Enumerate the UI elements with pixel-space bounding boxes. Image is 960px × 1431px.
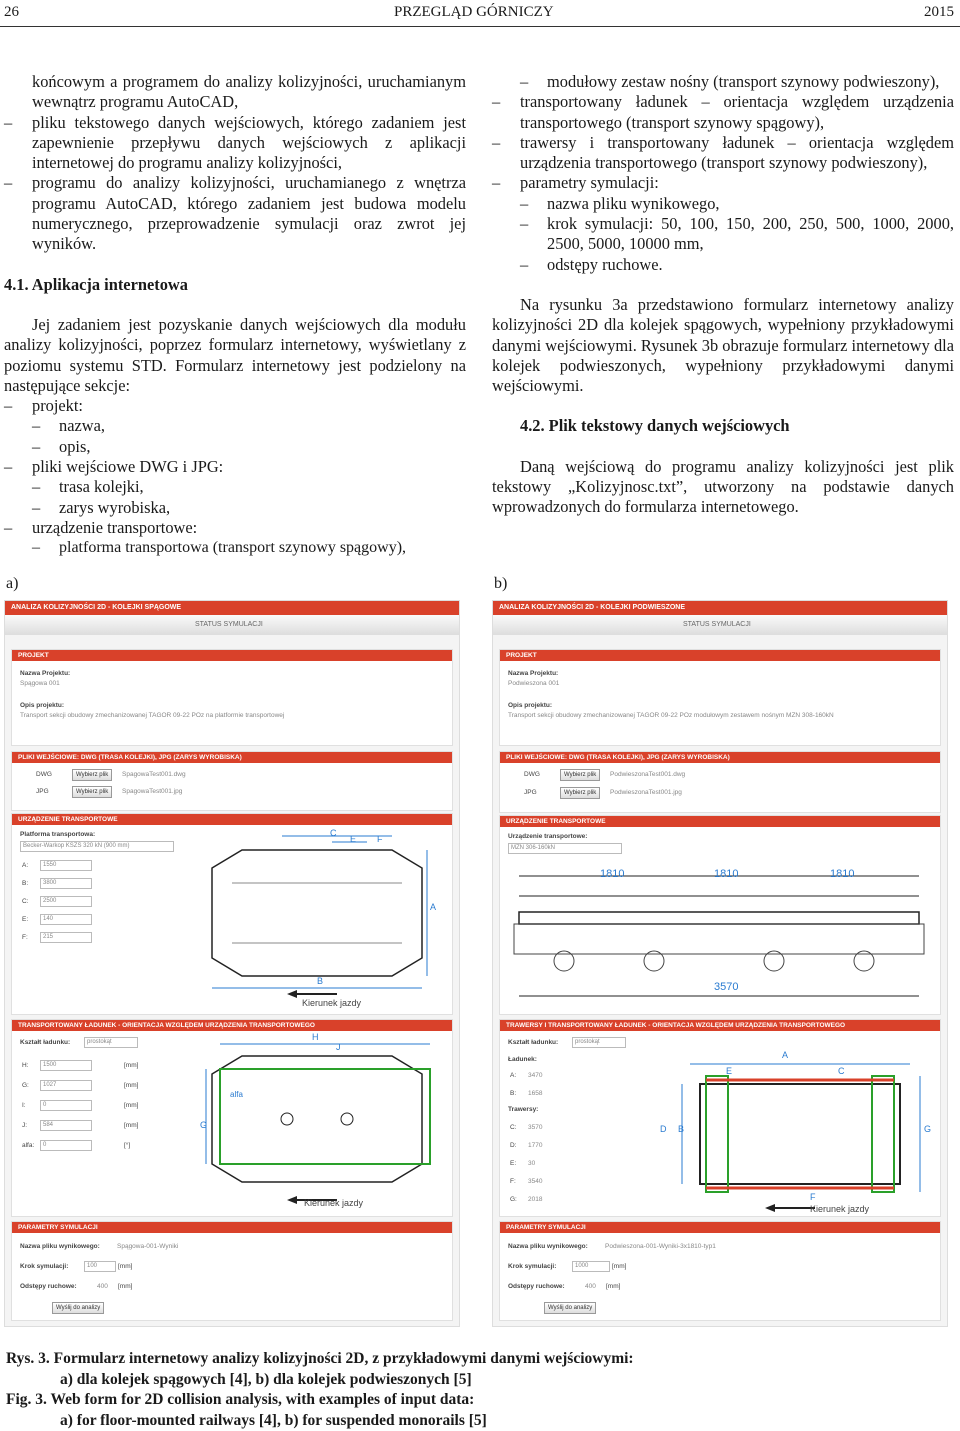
param-label: alfa:	[22, 1142, 34, 1149]
result-file-value[interactable]: Spągowa-001-Wyniki	[117, 1243, 178, 1250]
caption-pl-line2: a) dla kolejek spągowych [4], b) dla kolejek podwieszonych [5]	[6, 1370, 634, 1391]
field-label: Nazwa pliku wynikowego:	[20, 1243, 100, 1250]
page-number: 26	[4, 4, 19, 21]
device-section	[499, 815, 941, 1015]
param-input[interactable]: 584	[40, 1120, 92, 1131]
unit-label: [mm]	[124, 1062, 138, 1069]
list-item: końcowym a programem do analizy kolizyjności, uruchamianym wewnątrz programu AutoCAD,	[4, 72, 466, 113]
load-drawing	[192, 1034, 447, 1214]
param-input[interactable]: 0	[40, 1100, 92, 1111]
param-label: I:	[22, 1102, 26, 1109]
clearance-value[interactable]: 400	[97, 1283, 108, 1290]
param-input[interactable]: 0	[40, 1140, 92, 1151]
files-section	[499, 751, 941, 813]
section-header: URZĄDZENIE TRANSPORTOWE	[500, 816, 940, 827]
figure-caption	[6, 1349, 634, 1431]
load-section	[499, 1019, 941, 1217]
caption-en-line2: a) for floor-mounted railways [4], b) for suspended monorails [5]	[6, 1411, 634, 1431]
direction-label: Kierunek jazdy	[810, 1204, 869, 1214]
list-item: – pliki wejściowe DWG i JPG:	[4, 457, 466, 477]
list-item: – platforma transportowa (transport szynowy spągowy),	[4, 538, 466, 558]
field-label: Kształt ładunku:	[508, 1039, 558, 1046]
choose-file-button[interactable]: Wybierz plik	[560, 769, 600, 781]
files-section	[11, 751, 453, 811]
param-input[interactable]: 3800	[40, 878, 92, 889]
param-value[interactable]: 30	[528, 1160, 535, 1167]
section-header: PARAMETRY SYMULACJI	[12, 1222, 452, 1233]
unit-label: [mm]	[124, 1102, 138, 1109]
status-label: STATUS SYMULACJI	[195, 621, 263, 628]
unit-label: [mm]	[118, 1263, 132, 1270]
param-label: A:	[510, 1072, 516, 1079]
unit-label: [mm]	[118, 1283, 132, 1290]
list-item: – trawersy i transportowany ładunek – orientacja względem urządzenia transportowego (transport szynowy podwieszony),	[492, 133, 954, 174]
load-section	[11, 1019, 453, 1217]
dim-label: C	[330, 828, 337, 838]
list-item: – projekt:	[4, 396, 466, 416]
project-name-value[interactable]: Podwieszona 001	[508, 680, 559, 687]
dim-label: H	[312, 1032, 319, 1042]
dim-label: 1810	[830, 868, 854, 880]
dim-label: E	[726, 1066, 732, 1076]
form-b-screenshot	[492, 600, 948, 1327]
choose-file-button[interactable]: Wybierz plik	[560, 787, 600, 799]
form-a-screenshot	[4, 600, 460, 1327]
jpg-filename: SpagowaTest001.jpg	[122, 788, 182, 795]
list-item: – trasa kolejki,	[4, 477, 466, 497]
param-value[interactable]: 3570	[528, 1124, 542, 1131]
caption-en-line1: Fig. 3. Web form for 2D collision analysis, with examples of input data:	[6, 1390, 634, 1411]
dim-label: 1810	[600, 868, 624, 880]
section-heading: 4.1. Aplikacja internetowa	[4, 275, 466, 295]
dwg-filename: PodwieszonaTest001.dwg	[610, 771, 685, 778]
paragraph: Daną wejściową do programu analizy kolizyjności jest plik tekstowy „Kolizyjnosc.txt”, utworzony na podstawie danych wprowadzonych do formularza internetowego.	[492, 457, 954, 518]
project-description-value[interactable]: Transport sekcji obudowy zmechanizowanej TAGOR 09-22 POz na platformie transportowej	[20, 712, 284, 719]
section-header: URZĄDZENIE TRANSPORTOWE	[12, 814, 452, 825]
unit-label: [mm]	[124, 1082, 138, 1089]
device-section	[11, 813, 453, 1015]
section-header: PLIKI WEJŚCIOWE: DWG (TRASA KOLEJKI), JPG (ZARYS WYROBISKA)	[500, 752, 940, 763]
param-label: H:	[22, 1062, 29, 1069]
dim-label: G	[924, 1124, 931, 1134]
dim-label: alfa	[230, 1090, 243, 1099]
step-select[interactable]: 100	[84, 1261, 116, 1272]
project-section	[11, 649, 453, 746]
field-label: Opis projektu:	[20, 702, 64, 709]
platform-select[interactable]: Becker-Warkop KSZS 320 kN (900 mm)	[20, 841, 174, 852]
param-label: A:	[22, 862, 28, 869]
send-button[interactable]: Wyślij do analizy	[52, 1302, 104, 1314]
list-item: – krok symulacji: 50, 100, 150, 200, 250, 500, 1000, 2000, 2500, 5000, 10000 mm,	[492, 214, 954, 255]
shape-select[interactable]: prostokąt	[572, 1037, 626, 1048]
direction-label: Kierunek jazdy	[302, 998, 361, 1008]
param-value[interactable]: 2018	[528, 1196, 542, 1203]
group-label: Trawersy:	[508, 1106, 538, 1113]
param-label: B:	[510, 1090, 516, 1097]
param-label: J:	[22, 1122, 27, 1129]
dwg-label: DWG	[36, 771, 52, 778]
project-name-value[interactable]: Spągowa 001	[20, 680, 60, 687]
journal-title: PRZEGLĄD GÓRNICZY	[394, 4, 554, 21]
field-label: Platforma transportowa:	[20, 831, 95, 838]
param-input[interactable]: 140	[40, 914, 92, 925]
param-value[interactable]: 3540	[528, 1178, 542, 1185]
label-a: a)	[6, 575, 18, 593]
right-column	[492, 72, 954, 518]
dim-label: 3570	[714, 981, 738, 993]
param-label: F:	[510, 1178, 516, 1185]
dim-label: E	[350, 834, 356, 844]
dim-label: G	[200, 1120, 207, 1130]
dwg-label: DWG	[524, 771, 540, 778]
field-label: Nazwa Projektu:	[508, 670, 558, 677]
param-label: B:	[22, 880, 28, 887]
choose-file-button[interactable]: Wybierz plik	[72, 786, 112, 798]
section-header: PARAMETRY SYMULACJI	[500, 1222, 940, 1233]
dim-label: A	[430, 902, 436, 912]
simulation-section	[11, 1221, 453, 1321]
jpg-label: JPG	[36, 788, 49, 795]
param-label: F:	[22, 934, 28, 941]
dwg-filename: SpagowaTest001.dwg	[122, 771, 186, 778]
field-label: Krok symulacji:	[508, 1263, 556, 1270]
year: 2015	[924, 4, 954, 21]
dim-label: A	[782, 1050, 788, 1060]
list-item: – opis,	[4, 437, 466, 457]
step-select[interactable]: 1000	[572, 1261, 610, 1272]
param-label: C:	[510, 1124, 517, 1131]
param-input[interactable]: 1500	[40, 1060, 92, 1071]
list-item: – zarys wyrobiska,	[4, 498, 466, 518]
form-title: ANALIZA KOLIZYJNOŚCI 2D - KOLEJKI PODWIESZONE	[493, 601, 947, 615]
label-b: b)	[494, 575, 507, 593]
param-input[interactable]: 1027	[40, 1080, 92, 1091]
param-label: G:	[510, 1196, 517, 1203]
form-title: ANALIZA KOLIZYJNOŚCI 2D - KOLEJKI SPĄGOWE	[5, 601, 459, 615]
list-item: – odstępy ruchowe.	[492, 255, 954, 275]
param-label: C:	[22, 898, 29, 905]
jpg-label: JPG	[524, 789, 537, 796]
param-value[interactable]: 1658	[528, 1090, 542, 1097]
unit-label: [°]	[124, 1142, 130, 1149]
field-label: Nazwa Projektu:	[20, 670, 70, 677]
jpg-filename: PodwieszonaTest001.jpg	[610, 789, 682, 796]
clearance-value[interactable]: 400	[585, 1283, 596, 1290]
unit-label: [mm]	[612, 1263, 626, 1270]
send-button[interactable]: Wyślij do analizy	[544, 1302, 596, 1314]
list-item: – programu do analizy kolizyjności, uruchamianego z wnętrza programu AutoCAD, którego zadaniem jest budowa modelu numerycznego, przeprowadzenie symulacji oraz zwrot jej wyników.	[4, 173, 466, 254]
project-section	[499, 649, 941, 746]
device-select[interactable]: MZN 306-160kN	[508, 843, 622, 854]
dim-label: 1810	[714, 868, 738, 880]
param-label: G:	[22, 1082, 29, 1089]
dim-label: B	[678, 1124, 684, 1134]
dim-label: J	[336, 1042, 341, 1052]
left-column	[4, 72, 466, 559]
running-header	[0, 0, 960, 27]
direction-label: Kierunek jazdy	[304, 1198, 363, 1208]
param-label: D:	[510, 1142, 517, 1149]
field-label: Odstępy ruchowe:	[508, 1283, 565, 1290]
list-item: – transportowany ładunek – orientacja względem urządzenia transportowego (transport szynowy spągowy),	[492, 92, 954, 133]
field-label: Kształt ładunku:	[20, 1039, 70, 1046]
status-label: STATUS SYMULACJI	[683, 621, 751, 628]
list-item: – parametry symulacji:	[492, 173, 954, 193]
section-header: TRANSPORTOWANY ŁADUNEK - ORIENTACJA WZGLĘDEM URZĄDZENIA TRANSPORTOWEGO	[12, 1020, 452, 1031]
section-heading: 4.2. Plik tekstowy danych wejściowych	[492, 416, 954, 436]
section-header: PROJEKT	[12, 650, 452, 661]
traverse-drawing	[670, 1034, 932, 1214]
dim-label: C	[838, 1066, 845, 1076]
simulation-section	[499, 1221, 941, 1321]
project-description-value[interactable]: Transport sekcji obudowy zmechanizowanej TAGOR 09-22 POz modułowym zestawem nośnym MZN 308-160kN	[508, 712, 834, 719]
shape-select[interactable]: prostokąt	[84, 1037, 138, 1048]
dim-label: B	[317, 976, 323, 986]
group-label: Ładunek:	[508, 1056, 537, 1063]
param-value[interactable]: 1770	[528, 1142, 542, 1149]
section-header: PROJEKT	[500, 650, 940, 661]
list-item: – nazwa,	[4, 416, 466, 436]
field-label: Urządzenie transportowe:	[508, 833, 587, 840]
result-file-value[interactable]: Podwieszona-001-Wyniki-3x1810-typ1	[605, 1243, 716, 1250]
param-input[interactable]: 215	[40, 932, 92, 943]
param-label: E:	[22, 916, 28, 923]
field-label: Nazwa pliku wynikowego:	[508, 1243, 588, 1250]
status-bar	[493, 615, 947, 635]
dim-label: D	[660, 1124, 667, 1134]
dim-label: F	[810, 1192, 816, 1202]
param-input[interactable]: 2500	[40, 896, 92, 907]
status-bar	[5, 615, 459, 635]
dim-label: F	[377, 834, 383, 844]
list-item: – pliku tekstowego danych wejściowych, którego zadaniem jest zapewnienie przepływu danych wejściowych z aplikacji internetowej do programu analizy kolizyjności,	[4, 113, 466, 174]
caption-pl-line1: Rys. 3. Formularz internetowy analizy kolizyjności 2D, z przykładowymi danymi wejściowymi:	[6, 1349, 634, 1370]
field-label: Opis projektu:	[508, 702, 552, 709]
section-header: TRAWERSY I TRANSPORTOWANY ŁADUNEK - ORIENTACJA WZGLĘDEM URZĄDZENIA TRANSPORTOWEGO	[500, 1020, 940, 1031]
param-value[interactable]: 3470	[528, 1072, 542, 1079]
list-item: – urządzenie transportowe:	[4, 518, 466, 538]
unit-label: [mm]	[124, 1122, 138, 1129]
field-label: Odstępy ruchowe:	[20, 1283, 77, 1290]
paragraph: Na rysunku 3a przedstawiono formularz internetowy analizy kolizyjności 2D dla kolejek spągowych, wypełniony przykładowymi danymi wejściowymi. Rysunek 3b obrazuje formularz internetowy dla kolejek podwieszonych, wypełniony przykładowymi danymi wejściowymi.	[492, 295, 954, 396]
section-header: PLIKI WEJŚCIOWE: DWG (TRASA KOLEJKI), JPG (ZARYS WYROBISKA)	[12, 752, 452, 763]
list-item: – nazwa pliku wynikowego,	[492, 194, 954, 214]
param-input[interactable]: 1550	[40, 860, 92, 871]
list-item: – modułowy zestaw nośny (transport szynowy podwieszony),	[492, 72, 954, 92]
field-label: Krok symulacji:	[20, 1263, 68, 1270]
unit-label: [mm]	[606, 1283, 620, 1290]
choose-file-button[interactable]: Wybierz plik	[72, 769, 112, 781]
param-label: E:	[510, 1160, 516, 1167]
paragraph: Jej zadaniem jest pozyskanie danych wejściowych dla modułu analizy kolizyjności, poprzez formularz internetowy, wyświetlany z poziomu systemu STD. Formularz internetowy jest podzielony na następujące sekcje:	[4, 315, 466, 396]
